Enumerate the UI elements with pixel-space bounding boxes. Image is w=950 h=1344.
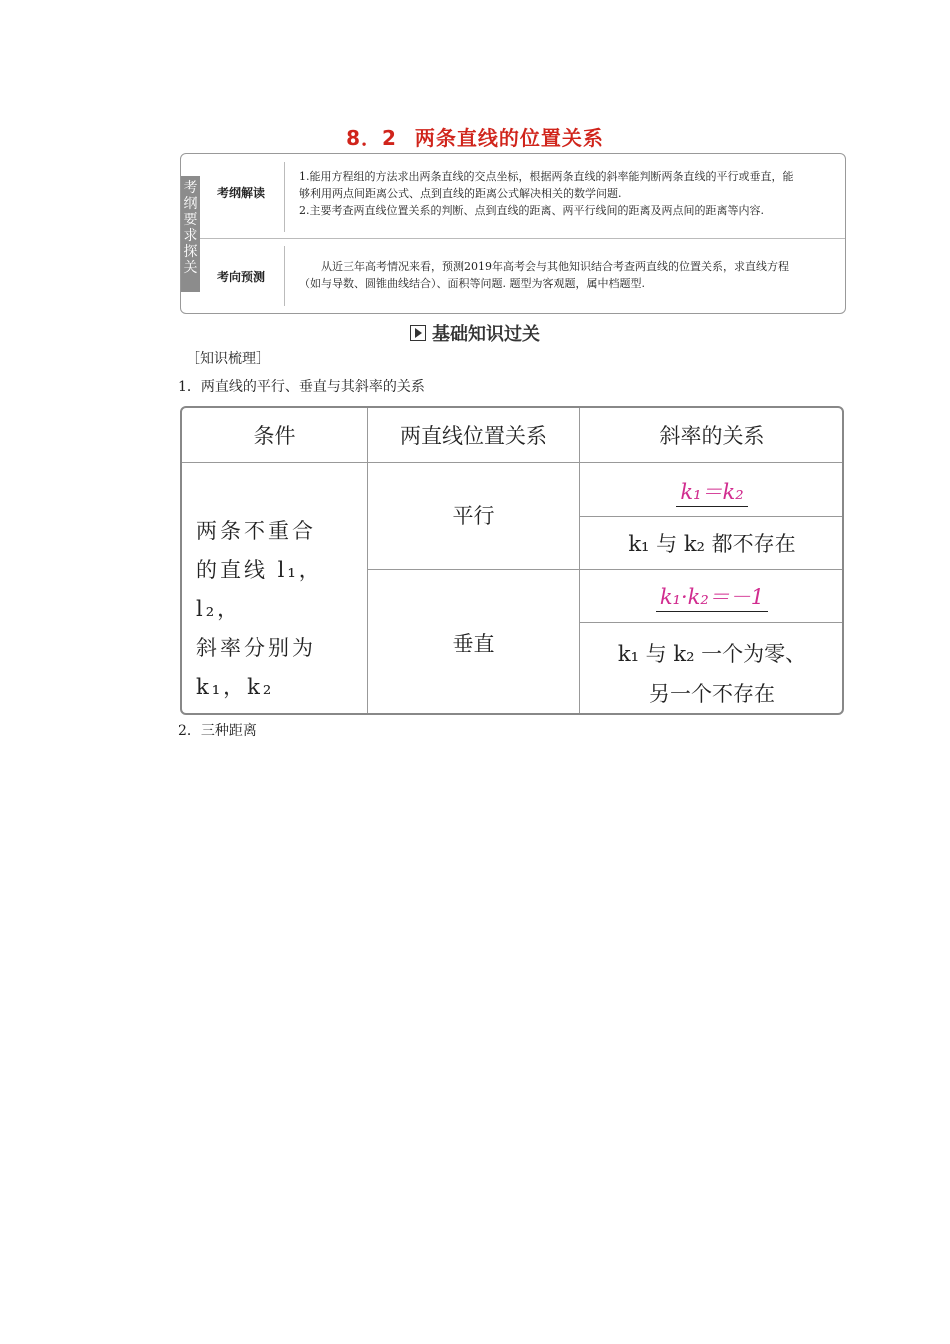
exam-line: 2.主要考查两直线位置关系的判断、点到直线的距离、两平行线间的距离及两点间的距离等内容. — [299, 204, 764, 217]
exam-line: （如与导数、圆锥曲线结合）、面积等问题. 题型为客观题，属中档题型. — [299, 277, 645, 290]
knowledge-label: ［知识梳理］ — [186, 351, 270, 367]
exam-vline-2 — [284, 246, 285, 306]
parallel-equal-answer: k₁＝k₂ — [676, 476, 747, 507]
item-1-heading: 1．两直线的平行、垂直与其斜率的关系 — [178, 379, 425, 395]
exam-side-label: 考纲要求探关 — [181, 176, 200, 292]
table-hline — [182, 462, 842, 463]
exam-line: 够利用两点间距离公式、点到直线的距离公式解决相关的数学问题. — [299, 187, 622, 200]
perp-none-line: k₁ 与 k₂ 一个为零、 — [617, 642, 807, 666]
section-heading-text: 基础知识过关 — [432, 324, 540, 345]
parallel-equal-cell — [580, 476, 844, 507]
exam-line: 1.能用方程组的方法求出两条直线的交点坐标，根据两条直线的斜率能判断两条直线的平行或垂直，能 — [299, 170, 794, 183]
condition-line: k₁，k₂ — [196, 675, 275, 699]
exam-requirements-box — [180, 153, 846, 314]
exam-row-label-1: 考纲解读 — [216, 186, 265, 200]
section-number: 8．2 — [346, 126, 397, 150]
condition-line: 两条不重合 — [196, 519, 316, 543]
exam-vline-1 — [284, 162, 285, 232]
exam-row-content-2 — [299, 258, 839, 292]
condition-line: 的直线 l₁，l₂， — [196, 558, 323, 621]
exam-row-content-1 — [299, 168, 839, 219]
perp-none-cell — [580, 634, 844, 714]
header-slope: 斜率的关系 — [659, 424, 765, 448]
page-title — [0, 122, 950, 151]
parallel-cell: 平行 — [452, 504, 495, 528]
exam-row-label-2: 考向预测 — [216, 270, 265, 284]
header-condition: 条件 — [253, 424, 296, 448]
play-icon — [410, 325, 426, 341]
perp-product-answer: k₁·k₂＝－1 — [656, 581, 768, 612]
condition-cell — [196, 512, 356, 707]
parallel-none-cell: k₁ 与 k₂ 都不存在 — [628, 532, 796, 556]
perp-product-cell — [580, 581, 844, 612]
perpendicular-cell: 垂直 — [452, 632, 495, 656]
section-heading — [0, 320, 950, 346]
table-hline — [579, 622, 842, 623]
header-position: 两直线位置关系 — [400, 424, 547, 448]
table-hline — [367, 569, 842, 570]
relation-table — [180, 406, 844, 715]
table-hline — [579, 516, 842, 517]
item-2-heading: 2．三种距离 — [178, 723, 257, 739]
perp-none-line: 另一个不存在 — [649, 682, 775, 706]
exam-line: 从近三年高考情况来看，预测2019年高考会与其他知识结合考查两直线的位置关系，求直线方程 — [299, 260, 789, 273]
section-title: 两条直线的位置关系 — [414, 126, 604, 150]
exam-row-divider — [200, 238, 845, 239]
table-vline — [367, 408, 368, 713]
condition-line: 斜率分别为 — [196, 636, 316, 660]
